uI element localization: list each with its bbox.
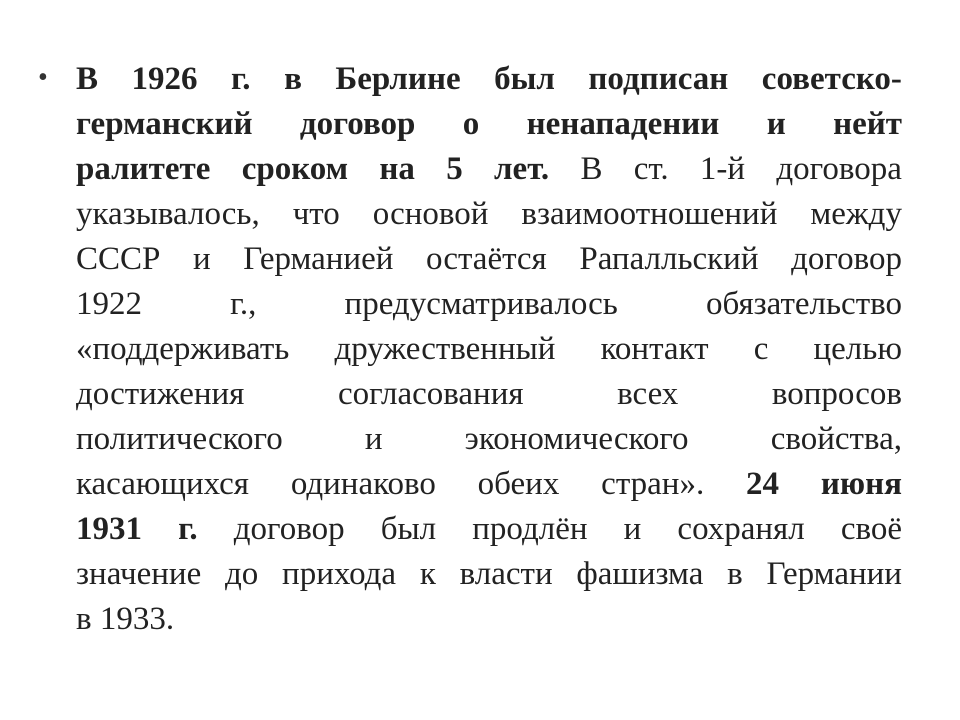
word: предусматривалось <box>344 286 618 322</box>
word: германский <box>76 106 253 142</box>
word: 5 <box>446 151 463 187</box>
word: всех <box>617 376 679 412</box>
word: лет. <box>494 151 550 187</box>
word: контакт <box>600 331 709 367</box>
word: сохранял <box>677 511 805 547</box>
word: договора <box>776 151 902 187</box>
word: власти <box>459 556 553 592</box>
word: свойства, <box>770 421 902 457</box>
word: июня <box>820 466 902 502</box>
word: подписан <box>588 61 729 97</box>
word: был <box>494 61 555 97</box>
word: на <box>379 151 415 187</box>
word: дружественный <box>334 331 556 367</box>
text-line-6 <box>76 282 902 327</box>
word: 1926 <box>131 61 198 97</box>
text-line-4 <box>76 192 902 237</box>
word: и <box>192 241 211 277</box>
text-line-1 <box>76 57 902 102</box>
word: экономического <box>464 421 689 457</box>
word: г. <box>178 511 198 547</box>
word: что <box>292 196 340 232</box>
word: 1-й <box>699 151 746 187</box>
word: ралитете <box>76 151 211 187</box>
word: целью <box>813 331 902 367</box>
word: политического <box>76 421 283 457</box>
word: одинаково <box>290 466 436 502</box>
text-line-5 <box>76 237 902 282</box>
word: согласования <box>337 376 524 412</box>
word: до <box>224 556 259 592</box>
word: о <box>462 106 480 142</box>
text-line-8 <box>76 372 902 417</box>
text-line-11 <box>76 507 902 552</box>
word: г., <box>230 286 257 322</box>
word: 24 <box>746 466 780 502</box>
bullet-marker: • <box>38 62 48 93</box>
text-line-10 <box>76 462 902 507</box>
word: взаимоотношений <box>521 196 778 232</box>
word: в <box>727 556 743 592</box>
word: между <box>810 196 902 232</box>
word: остаётся <box>426 241 547 277</box>
word: и <box>364 421 383 457</box>
word: советско- <box>761 61 902 97</box>
word: продлён <box>472 511 588 547</box>
word: 1922 <box>76 286 142 322</box>
text-line-9 <box>76 417 902 462</box>
word: значение <box>76 556 202 592</box>
word: был <box>380 511 437 547</box>
word: достижения <box>76 376 245 412</box>
word: СССР <box>76 241 161 277</box>
word: к <box>419 556 436 592</box>
word: Германии <box>766 556 902 592</box>
word: ст. <box>633 151 669 187</box>
word: ненападении <box>526 106 720 142</box>
word: договор <box>299 106 416 142</box>
text-line-2 <box>76 102 902 147</box>
word: основой <box>372 196 489 232</box>
word: договор <box>791 241 902 277</box>
word: указывалось, <box>76 196 260 232</box>
word: В <box>76 61 99 97</box>
word: 1931 <box>76 511 142 547</box>
paragraph <box>76 57 902 642</box>
word: «поддерживать <box>76 331 290 367</box>
text-line-13: в 1933. <box>76 601 175 637</box>
word: и <box>623 511 642 547</box>
word: договор <box>233 511 345 547</box>
text-line-7 <box>76 327 902 372</box>
word: и <box>766 106 786 142</box>
word: Берлине <box>335 61 461 97</box>
word: фашизма <box>576 556 704 592</box>
word: Германией <box>243 241 394 277</box>
word: прихода <box>282 556 397 592</box>
text-line-3 <box>76 147 902 192</box>
word: обязательство <box>705 286 902 322</box>
text-line-12 <box>76 552 902 597</box>
word: своё <box>840 511 902 547</box>
word: в <box>284 61 302 97</box>
word: касающихся <box>76 466 249 502</box>
word: нейт <box>833 106 902 142</box>
word: стран». <box>601 466 705 502</box>
word: вопросов <box>771 376 902 412</box>
word: с <box>753 331 769 367</box>
word: В <box>580 151 603 187</box>
word: г. <box>231 61 251 97</box>
word: Рапалльский <box>579 241 759 277</box>
word: обеих <box>477 466 560 502</box>
word: сроком <box>241 151 349 187</box>
